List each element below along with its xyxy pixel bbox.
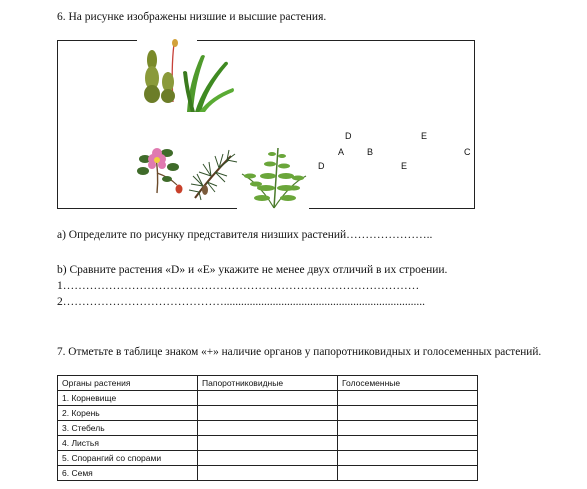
column-header: Голосеменные — [338, 376, 478, 391]
fern-icon — [238, 144, 310, 210]
table-row — [58, 406, 478, 421]
answer-cell[interactable] — [338, 436, 478, 451]
label-e-top: E — [421, 131, 428, 141]
organ-cell: 1. Корневище — [58, 391, 198, 406]
q7-title: 7. Отметьте в таблице знаком «+» наличие органов у папоротниковидных и голосеменных растений. — [57, 346, 542, 358]
table-row — [58, 451, 478, 466]
answer-cell[interactable] — [198, 466, 338, 481]
column-header: Папоротниковидные — [198, 376, 338, 391]
answer-cell[interactable] — [198, 391, 338, 406]
organ-cell: 4. Листья — [58, 436, 198, 451]
pine-branch-icon — [185, 146, 239, 202]
answer-cell[interactable] — [338, 421, 478, 436]
seaweed-icon — [181, 52, 235, 114]
label-a: A — [338, 147, 345, 157]
label-b: B — [367, 147, 374, 157]
table-row — [58, 466, 478, 481]
answer-cell[interactable] — [338, 391, 478, 406]
answer-cell[interactable] — [338, 451, 478, 466]
organs-table — [57, 375, 478, 481]
answer-cell[interactable] — [338, 406, 478, 421]
label-d-top: D — [345, 131, 352, 141]
label-d-bottom: D — [318, 161, 325, 171]
table-row — [58, 436, 478, 451]
organ-cell: 2. Корень — [58, 406, 198, 421]
q6-part-b: b) Сравните растения «D» и «E» укажите не менее двух отличий в их строении. — [57, 264, 448, 276]
answer-line-1[interactable]: 1………………………………………………………………………………… — [57, 280, 420, 292]
label-c: C — [464, 147, 471, 157]
answer-cell[interactable] — [198, 421, 338, 436]
organ-cell: 6. Семя — [58, 466, 198, 481]
answer-cell[interactable] — [198, 451, 338, 466]
answer-cell[interactable] — [338, 466, 478, 481]
q6-part-a: а) Определите по рисунку представителя низших растений………………….. — [57, 229, 433, 241]
q6-title: 6. На рисунке изображены низшие и высшие растения. — [57, 11, 327, 23]
table-row — [58, 421, 478, 436]
answer-cell[interactable] — [198, 406, 338, 421]
table-header-row — [58, 376, 478, 391]
organ-cell: 5. Спорангий со спорами — [58, 451, 198, 466]
rosehip-icon — [137, 143, 185, 195]
label-e-bottom: E — [401, 161, 408, 171]
answer-cell[interactable] — [198, 436, 338, 451]
moss-icon — [138, 38, 184, 104]
organ-cell: 3. Стебель — [58, 421, 198, 436]
table-row — [58, 391, 478, 406]
column-header: Органы растения — [58, 376, 198, 391]
answer-line-2[interactable]: 2……………………………………...................................................................... — [57, 296, 425, 308]
